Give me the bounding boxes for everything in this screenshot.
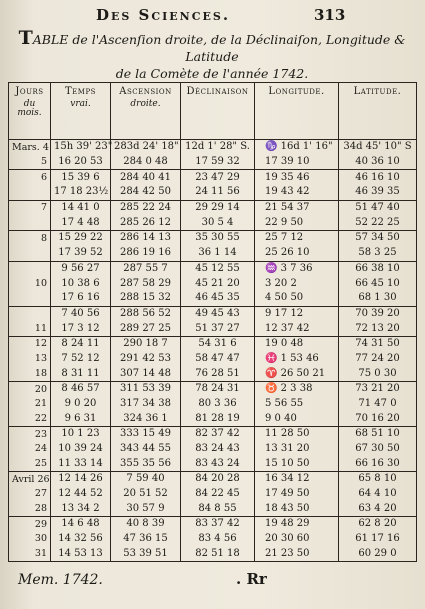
longitude-cell: 3 20 2	[255, 276, 339, 291]
title-line-1	[12, 27, 412, 65]
day-cell	[9, 215, 51, 230]
table-row	[9, 246, 417, 261]
table-row	[9, 487, 417, 502]
comet-table	[8, 82, 417, 562]
day-cell: 21	[9, 397, 51, 412]
table-row	[9, 140, 417, 155]
latitude-cell: 51 47 40	[339, 200, 417, 215]
day-cell: 7	[9, 200, 51, 215]
table-row	[9, 321, 417, 336]
time-cell: 13 34 2	[51, 501, 111, 516]
time-cell: 8 31 11	[51, 366, 111, 381]
table-row	[9, 352, 417, 367]
declination-cell: 51 37 27	[181, 321, 255, 336]
latitude-cell: 68 1 30	[339, 291, 417, 306]
day-cell: 20	[9, 381, 51, 396]
day-cell: 5	[9, 155, 51, 170]
ascension-cell: 317 34 38	[111, 397, 181, 412]
latitude-cell: 62 8 20	[339, 516, 417, 531]
table-row	[9, 155, 417, 170]
declination-cell: 36 1 14	[181, 246, 255, 261]
table-header-row	[9, 83, 417, 140]
table-row	[9, 546, 417, 561]
day-cell: 11	[9, 321, 51, 336]
table-row	[9, 516, 417, 531]
time-cell: 7 52 12	[51, 352, 111, 367]
latitude-cell: 71 47 0	[339, 397, 417, 412]
latitude-cell: 61 17 16	[339, 532, 417, 547]
declination-cell: 12d 1' 28" S.	[181, 140, 255, 155]
ascension-cell: 20 51 52	[111, 487, 181, 502]
ascension-cell: 287 58 29	[111, 276, 181, 291]
longitude-cell: 19 0 48	[255, 336, 339, 351]
longitude-cell: 13 31 20	[255, 442, 339, 457]
day-cell: Avril 26	[9, 471, 51, 486]
table-row	[9, 291, 417, 306]
declination-cell: 35 30 55	[181, 231, 255, 246]
time-cell: 14 53 13	[51, 546, 111, 561]
day-cell	[9, 291, 51, 306]
time-cell: 9 0 20	[51, 397, 111, 412]
latitude-cell: 57 34 50	[339, 231, 417, 246]
ascension-cell: 290 18 7	[111, 336, 181, 351]
table-title	[12, 27, 412, 82]
latitude-cell: 70 39 20	[339, 306, 417, 321]
declination-cell: 29 29 14	[181, 200, 255, 215]
declination-cell: 45 12 55	[181, 261, 255, 276]
longitude-cell: 25 26 10	[255, 246, 339, 261]
longitude-cell: 19 35 46	[255, 170, 339, 185]
time-cell: 10 39 24	[51, 442, 111, 457]
longitude-cell: 17 39 10	[255, 155, 339, 170]
declination-cell: 83 37 42	[181, 516, 255, 531]
day-cell: 13	[9, 352, 51, 367]
longitude-cell: ♈ 26 50 21	[255, 366, 339, 381]
latitude-cell: 70 16 20	[339, 411, 417, 426]
declination-cell: 82 51 18	[181, 546, 255, 561]
ascension-cell: 285 22 24	[111, 200, 181, 215]
longitude-cell: 5 56 55	[255, 397, 339, 412]
time-cell: 17 6 16	[51, 291, 111, 306]
longitude-cell: ♑ 16d 1' 16"	[255, 140, 339, 155]
time-cell: 12 44 52	[51, 487, 111, 502]
header-longitude: Longitude.	[255, 83, 339, 140]
time-cell: 15 29 22	[51, 231, 111, 246]
time-cell: 15 39 6	[51, 170, 111, 185]
time-cell: 14 41 0	[51, 200, 111, 215]
footer-volume: Mem. 1742.	[18, 572, 103, 588]
title-line-2: de la Comète de l'année 1742.	[115, 66, 309, 81]
ascension-cell: 47 36 15	[111, 532, 181, 547]
declination-cell: 84 22 45	[181, 487, 255, 502]
table-row	[9, 276, 417, 291]
page-number: 313	[314, 6, 346, 24]
ascension-cell: 289 27 25	[111, 321, 181, 336]
declination-cell: 83 43 24	[181, 456, 255, 471]
ascension-cell: 284 0 48	[111, 155, 181, 170]
table-row	[9, 426, 417, 441]
longitude-cell: 25 7 12	[255, 231, 339, 246]
ascension-cell: 288 15 32	[111, 291, 181, 306]
running-head: Des Sciences.	[96, 6, 231, 24]
time-cell: 9 56 27	[51, 261, 111, 276]
longitude-cell: 9 0 40	[255, 411, 339, 426]
day-cell: 24	[9, 442, 51, 457]
latitude-cell: 72 13 20	[339, 321, 417, 336]
latitude-cell: 40 36 10	[339, 155, 417, 170]
time-cell: 7 40 56	[51, 306, 111, 321]
longitude-cell: 11 28 50	[255, 426, 339, 441]
latitude-cell: 68 51 10	[339, 426, 417, 441]
day-cell: Mars. 4	[9, 140, 51, 155]
ascension-cell: 307 14 48	[111, 366, 181, 381]
table-row	[9, 306, 417, 321]
time-cell: 8 24 11	[51, 336, 111, 351]
day-cell	[9, 185, 51, 200]
ascension-cell: 283d 24' 18"	[111, 140, 181, 155]
longitude-cell: 17 49 50	[255, 487, 339, 502]
longitude-cell: 21 54 37	[255, 200, 339, 215]
latitude-cell: 75 0 30	[339, 366, 417, 381]
title-line-1-text: ABLE de l'Ascenſion droite, de la Déclinaiſon, Longitude & Latitude	[32, 32, 406, 64]
time-cell: 9 6 31	[51, 411, 111, 426]
time-cell: 17 4 48	[51, 215, 111, 230]
header-ascension: Ascension droite.	[111, 83, 181, 140]
table-row	[9, 456, 417, 471]
declination-cell: 82 37 42	[181, 426, 255, 441]
declination-cell: 54 31 6	[181, 336, 255, 351]
day-cell: 23	[9, 426, 51, 441]
day-cell	[9, 261, 51, 276]
header-temps: Temps vrai.	[51, 83, 111, 140]
declination-cell: 81 28 19	[181, 411, 255, 426]
footer-signature: . Rr	[236, 570, 267, 588]
table-row	[9, 411, 417, 426]
table-row	[9, 381, 417, 396]
declination-cell: 30 5 4	[181, 215, 255, 230]
time-cell: 12 14 26	[51, 471, 111, 486]
ascension-cell: 30 57 9	[111, 501, 181, 516]
longitude-cell: ♓ 1 53 46	[255, 352, 339, 367]
declination-cell: 49 45 43	[181, 306, 255, 321]
longitude-cell: 19 43 42	[255, 185, 339, 200]
table-row	[9, 532, 417, 547]
latitude-cell: 34d 45' 10" S	[339, 140, 417, 155]
declination-cell: 58 47 47	[181, 352, 255, 367]
header-jours: Jours du mois.	[9, 83, 51, 140]
declination-cell: 17 59 32	[181, 155, 255, 170]
table-row	[9, 170, 417, 185]
declination-cell: 84 20 28	[181, 471, 255, 486]
table-row	[9, 501, 417, 516]
declination-cell: 76 28 51	[181, 366, 255, 381]
table-row	[9, 336, 417, 351]
day-cell: 28	[9, 501, 51, 516]
latitude-cell: 58 3 25	[339, 246, 417, 261]
table-row	[9, 215, 417, 230]
table-body	[9, 140, 417, 562]
time-cell: 17 3 12	[51, 321, 111, 336]
latitude-cell: 46 39 35	[339, 185, 417, 200]
table-row	[9, 231, 417, 246]
ascension-cell: 355 35 56	[111, 456, 181, 471]
time-cell: 8 46 57	[51, 381, 111, 396]
time-cell: 11 33 14	[51, 456, 111, 471]
declination-cell: 45 21 20	[181, 276, 255, 291]
day-cell: 27	[9, 487, 51, 502]
declination-cell: 80 3 36	[181, 397, 255, 412]
ascension-cell: 40 8 39	[111, 516, 181, 531]
day-cell: 29	[9, 516, 51, 531]
time-cell: 15h 39' 23"	[51, 140, 111, 155]
longitude-cell: 20 30 60	[255, 532, 339, 547]
ascension-cell: 287 55 7	[111, 261, 181, 276]
longitude-cell: 19 48 29	[255, 516, 339, 531]
latitude-cell: 66 38 10	[339, 261, 417, 276]
latitude-cell: 77 24 20	[339, 352, 417, 367]
day-cell: 30	[9, 532, 51, 547]
ascension-cell: 284 42 50	[111, 185, 181, 200]
page-header	[0, 4, 425, 26]
ascension-cell: 288 56 52	[111, 306, 181, 321]
longitude-cell: ♒ 3 7 36	[255, 261, 339, 276]
time-cell: 17 39 52	[51, 246, 111, 261]
ascension-cell: 285 26 12	[111, 215, 181, 230]
declination-cell: 24 11 56	[181, 185, 255, 200]
longitude-cell: ♉ 2 3 38	[255, 381, 339, 396]
latitude-cell: 64 4 10	[339, 487, 417, 502]
day-cell: 22	[9, 411, 51, 426]
longitude-cell: 18 43 50	[255, 501, 339, 516]
day-cell	[9, 246, 51, 261]
day-cell: 10	[9, 276, 51, 291]
table-row	[9, 471, 417, 486]
day-cell: 6	[9, 170, 51, 185]
longitude-cell: 9 17 12	[255, 306, 339, 321]
title-initial: T	[18, 27, 33, 49]
day-cell: 25	[9, 456, 51, 471]
declination-cell: 84 8 55	[181, 501, 255, 516]
ascension-cell: 7 59 40	[111, 471, 181, 486]
longitude-cell: 15 10 50	[255, 456, 339, 471]
ascension-cell: 286 19 16	[111, 246, 181, 261]
ascension-cell: 291 42 53	[111, 352, 181, 367]
latitude-cell: 66 16 30	[339, 456, 417, 471]
longitude-cell: 4 50 50	[255, 291, 339, 306]
time-cell: 14 32 56	[51, 532, 111, 547]
latitude-cell: 73 21 20	[339, 381, 417, 396]
day-cell: 31	[9, 546, 51, 561]
time-cell: 10 38 6	[51, 276, 111, 291]
latitude-cell: 67 30 50	[339, 442, 417, 457]
ascension-cell: 343 44 55	[111, 442, 181, 457]
ascension-cell: 324 36 1	[111, 411, 181, 426]
table-row	[9, 261, 417, 276]
longitude-cell: 21 23 50	[255, 546, 339, 561]
ascension-cell: 333 15 49	[111, 426, 181, 441]
declination-cell: 46 45 35	[181, 291, 255, 306]
day-cell: 18	[9, 366, 51, 381]
latitude-cell: 52 22 25	[339, 215, 417, 230]
time-cell: 10 1 23	[51, 426, 111, 441]
ascension-cell: 286 14 13	[111, 231, 181, 246]
latitude-cell: 63 4 20	[339, 501, 417, 516]
declination-cell: 83 4 56	[181, 532, 255, 547]
latitude-cell: 65 8 10	[339, 471, 417, 486]
declination-cell: 83 24 43	[181, 442, 255, 457]
declination-cell: 78 24 31	[181, 381, 255, 396]
declination-cell: 23 47 29	[181, 170, 255, 185]
longitude-cell: 22 9 50	[255, 215, 339, 230]
time-cell: 17 18 23½	[51, 185, 111, 200]
table-row	[9, 442, 417, 457]
latitude-cell: 60 29 0	[339, 546, 417, 561]
time-cell: 14 6 48	[51, 516, 111, 531]
day-cell: 12	[9, 336, 51, 351]
latitude-cell: 74 31 50	[339, 336, 417, 351]
day-cell	[9, 306, 51, 321]
table-row	[9, 366, 417, 381]
ascension-cell: 311 53 39	[111, 381, 181, 396]
longitude-cell: 12 37 42	[255, 321, 339, 336]
ascension-cell: 53 39 51	[111, 546, 181, 561]
time-cell: 16 20 53	[51, 155, 111, 170]
latitude-cell: 46 16 10	[339, 170, 417, 185]
table-row	[9, 200, 417, 215]
longitude-cell: 16 34 12	[255, 471, 339, 486]
latitude-cell: 66 45 10	[339, 276, 417, 291]
header-latitude: Latitude.	[339, 83, 417, 140]
table-row	[9, 185, 417, 200]
ascension-cell: 284 40 41	[111, 170, 181, 185]
table-row	[9, 397, 417, 412]
day-cell: 8	[9, 231, 51, 246]
header-declinaison: Déclinaison	[181, 83, 255, 140]
